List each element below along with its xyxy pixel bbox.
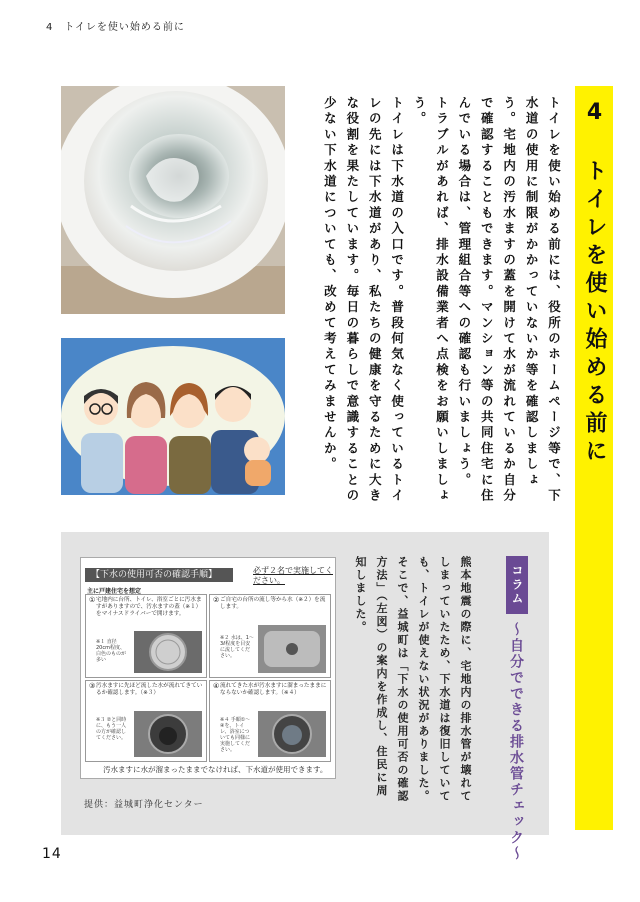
section-title: 4 トイレを使い始める前に: [582, 100, 607, 467]
body-text: [318, 96, 564, 506]
body-paragraph: トイレを使い始める前には、役所のホームページ等で、下水道の使用に制限がかかっていないか等を確認しましょう。宅地内の汚水ますの蓋を開けて水が流れているか自分で確認することもできます。マンション等の共同住宅に住んでいる場合は、管理組合等への確認も行いましょう。: [456, 96, 562, 505]
body-paragraph: トラブルがあれば、排水設備業者へ点検をお願いしましょう。: [412, 96, 450, 505]
step-text: ご自宅の台所の流し等から水（※２）を流します。: [220, 597, 326, 610]
figure-footer: 汚水ますに水が溜まったままでなければ、下水道が使用できます。: [103, 765, 328, 774]
step-number: ④: [213, 682, 220, 690]
running-head: 4 トイレを使い始める前に: [46, 22, 185, 33]
step-note: ※１ 直径20cm程度、白色のものが多い: [96, 639, 127, 663]
column-tag: コラム: [506, 556, 528, 614]
page-number: 14: [42, 846, 62, 862]
step-cell: [85, 594, 207, 678]
sink-photo: [258, 625, 326, 673]
step-note: ※４ 手順①～④を、トイレ、浴室についても同様に実施してください。: [220, 717, 251, 753]
confirmation-procedure-figure: [80, 557, 336, 779]
step-text: 宅地内に台所、トイレ、浴室ごとに汚水ますがありますので、汚水ますの蓋（※１）をマイナスドライバーで開けます。: [96, 597, 202, 617]
body-paragraph: トイレは下水道の入口です。普段何気なく使っているトイレの先には下水道があり、私たちの健康を守るために大きな役割を果たしています。毎日の暮らしで意識することの少ない下水道についても、改めて考えてみませんか。: [322, 96, 405, 505]
step-text: 汚水ますに先ほど流した水が流れてきているか確認します。（※３）: [96, 683, 203, 696]
step-text: 流れてきた水が汚水ますに溜まったままにならないか確認します。（※４）: [220, 683, 327, 696]
column-paragraph: そこで、益城町は「下水の使用可否の確認方法」（左図）の案内を作成し、住民に周知しました。: [354, 556, 409, 803]
figure-subtitle: 主に戸建住宅を想定: [87, 588, 142, 595]
step-number: ③: [89, 682, 96, 690]
figure-note: 必ず２名で実施してください。: [253, 566, 333, 585]
column-title: ～自分でできる排水管チェック～: [508, 622, 524, 862]
family-illustration: [61, 338, 285, 495]
figure-credit: 提供：益城町浄化センター: [84, 800, 204, 810]
column-text: [350, 556, 476, 806]
step-cell: [85, 680, 207, 762]
step-number: ②: [213, 596, 220, 604]
step-note: ※３ ②と同時に、もう一人の方が確認してください。: [96, 717, 127, 741]
figure-title: 【下水の使用可否の確認手順】: [85, 568, 233, 582]
toilet-photo: [61, 86, 285, 314]
step-note: ※２ 水は、1～3ℓ程度を目安に流してください。: [220, 635, 254, 659]
step-number: ①: [89, 596, 96, 604]
inspection-chamber-photo: [134, 711, 202, 757]
inspection-chamber-photo: [258, 711, 326, 757]
column-paragraph: 熊本地震の際に、宅地内の排水管が壊れてしまっていたため、下水道は復旧していても、トイレが使えない状況がありました。: [417, 556, 472, 803]
manhole-photo: [134, 631, 202, 673]
step-cell: [209, 680, 331, 762]
step-cell: [209, 594, 331, 678]
